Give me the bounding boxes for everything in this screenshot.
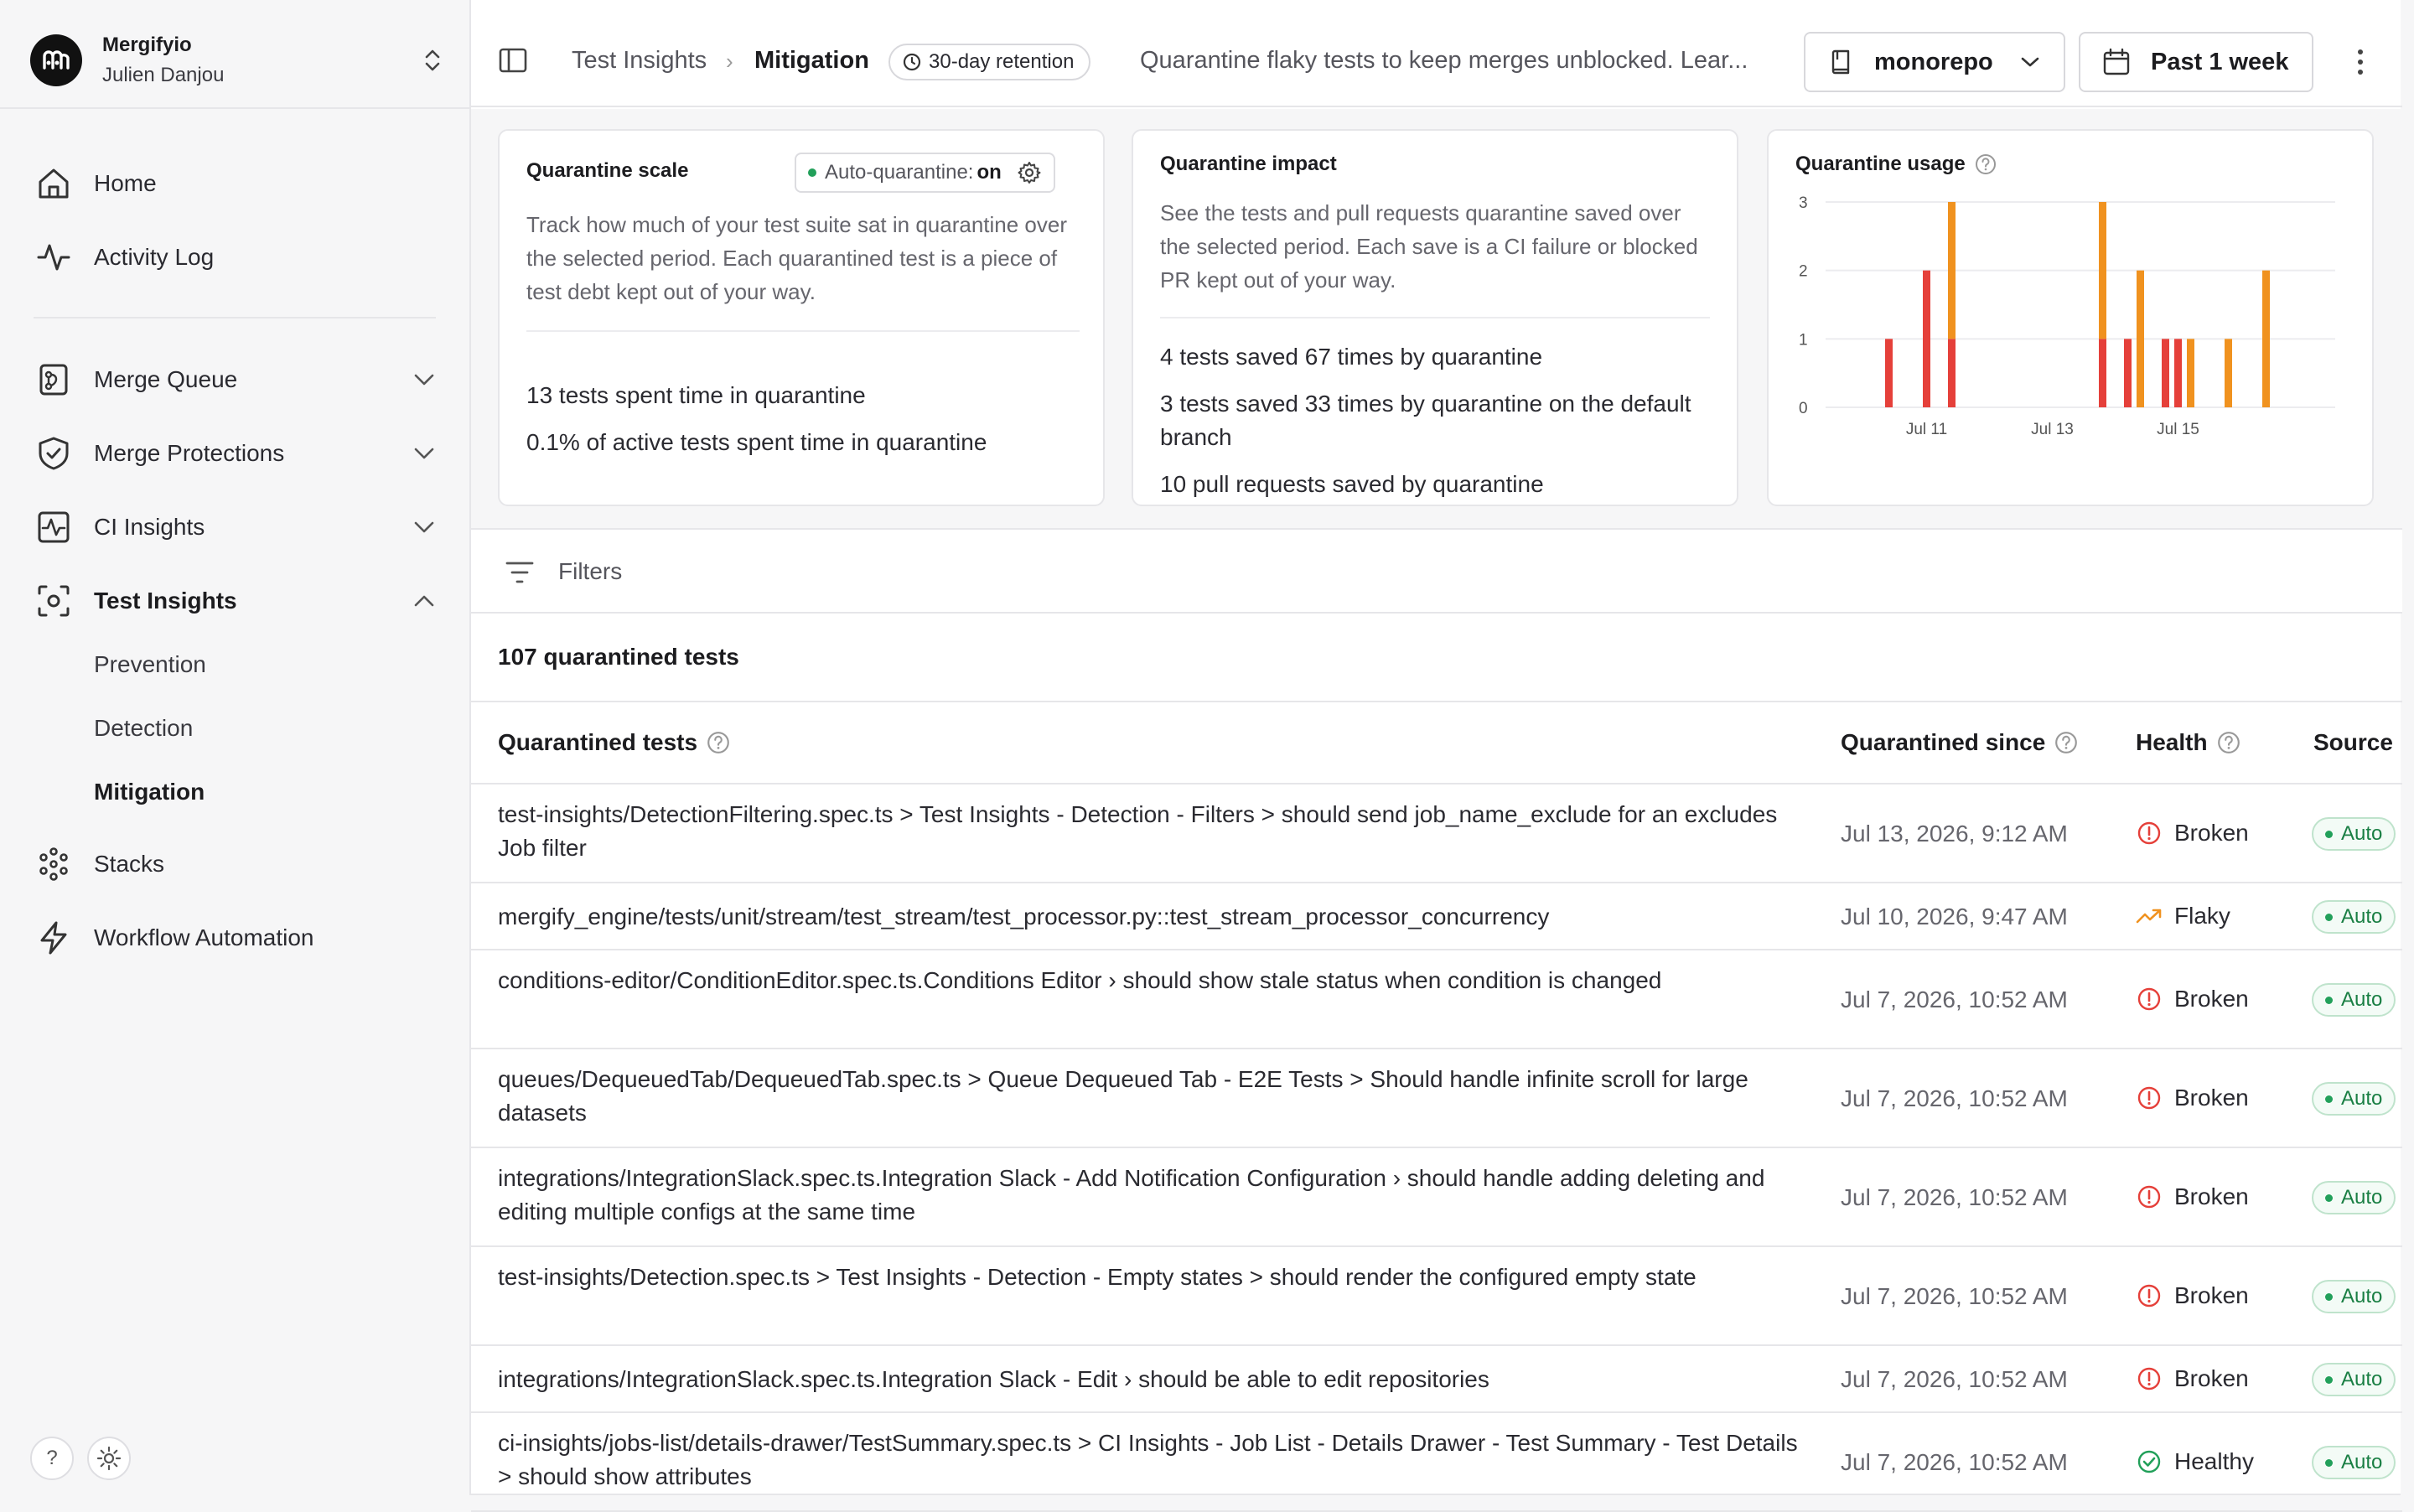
table-header (471, 702, 2402, 784)
quarantined-since: Jul 7, 2026, 10:52 AM (1841, 1085, 2068, 1111)
status-dot (2325, 914, 2333, 921)
source-badge (2312, 1363, 2396, 1396)
card-title: Quarantine scale (526, 159, 689, 182)
ci-insights-icon (34, 507, 74, 547)
quarantined-since: Jul 7, 2026, 10:52 AM (1841, 1283, 2068, 1309)
status-dot (2325, 831, 2333, 838)
alert-circle-icon (2136, 1183, 2163, 1210)
breadcrumb-separator-icon: › (726, 49, 733, 74)
source-label: Auto (2341, 988, 2383, 1011)
source-badge (2312, 1280, 2396, 1313)
auto-quarantine-badge[interactable] (795, 153, 1055, 193)
health-status (2136, 1282, 2249, 1309)
main-panel (469, 0, 2401, 1495)
column-header-source[interactable] (2313, 729, 2393, 756)
test-name[interactable]: test-insights/DetectionFiltering.spec.ts > Test Insights - Detection - Filters > should send job_name_exclude for an excludes Job filter (498, 801, 1778, 861)
health-status (2136, 1365, 2249, 1392)
auto-quarantine-label: Auto-quarantine: (825, 161, 974, 184)
column-header-tests[interactable] (498, 729, 731, 756)
table-row[interactable] (471, 1049, 2402, 1148)
health-label: Broken (2174, 820, 2249, 846)
health-label: Broken (2174, 1183, 2249, 1209)
alert-circle-icon (2136, 986, 2163, 1012)
org-name: Mergifyio (102, 34, 192, 56)
help-circle-icon[interactable] (2216, 730, 2241, 755)
alert-circle-icon (2136, 1365, 2163, 1392)
test-name[interactable]: integrations/IntegrationSlack.spec.ts.Integration Slack - Add Notification Configuration › should handle adding deleting and editing multiple configs at the same time (498, 1165, 1765, 1225)
chevron-down-icon (2020, 56, 2040, 68)
quarantine-impact-card (1132, 129, 1738, 506)
repository-value: monorepo (1874, 48, 1993, 75)
quarantine-usage-chart (1769, 181, 2372, 508)
card-divider (1160, 317, 1710, 318)
stat-prs-saved: 10 pull requests saved by quarantine (1160, 471, 1544, 497)
sidebar-item-label: Merge Protections (94, 440, 285, 466)
chart-x-tick-label: Jul 13 (2031, 421, 2074, 438)
sidebar-subitem-prevention[interactable]: Prevention (94, 651, 206, 677)
chart-y-tick-label: 0 (1799, 400, 1808, 417)
clock-icon (902, 52, 922, 72)
sidebar-item-label: Workflow Automation (94, 924, 314, 950)
repository-select[interactable] (1804, 32, 2065, 92)
chart-bar-flaky (2262, 271, 2270, 407)
test-insights-icon (34, 581, 74, 621)
chevron-up-icon[interactable] (409, 586, 439, 616)
source-label: Auto (2341, 1285, 2383, 1307)
chart-bar-broken (1885, 339, 1893, 407)
sidebar-toggle-icon[interactable] (498, 45, 528, 75)
test-name[interactable]: test-insights/Detection.spec.ts > Test Insights - Detection - Empty states > should render the configured empty state (498, 1264, 1697, 1290)
sidebar-item-merge-queue[interactable] (34, 355, 439, 405)
chart-bar-broken (1948, 339, 1956, 407)
source-label: Auto (2341, 1087, 2383, 1110)
quarantined-since: Jul 13, 2026, 9:12 AM (1841, 821, 2068, 847)
chart-x-tick-label: Jul 11 (1905, 421, 1948, 438)
date-range-value: Past 1 week (2151, 48, 2289, 75)
quarantined-since: Jul 7, 2026, 10:52 AM (1841, 1184, 2068, 1210)
retention-badge (888, 44, 1090, 80)
test-name[interactable]: mergify_engine/tests/unit/stream/test_stream/test_processor.py::test_stream_processor_concurrency (498, 904, 1550, 929)
health-label: Broken (2174, 1282, 2249, 1308)
sidebar-item-label: Merge Queue (94, 366, 238, 392)
source-badge (2312, 1181, 2396, 1214)
chevron-down-icon[interactable] (409, 365, 439, 395)
quarantine-usage-card (1767, 129, 2374, 506)
source-badge (2312, 817, 2396, 851)
help-circle-icon[interactable] (706, 730, 731, 755)
column-header-health[interactable] (2136, 729, 2241, 756)
quarantined-since: Jul 7, 2026, 10:52 AM (1841, 1449, 2068, 1475)
health-status (2136, 986, 2249, 1012)
help-icon: ? (46, 1447, 58, 1469)
chart-bar-broken (1923, 271, 1930, 407)
gear-icon[interactable] (1017, 160, 1042, 185)
chart-bar-broken (2124, 339, 2132, 407)
chart-bar-broken (2162, 339, 2169, 407)
sidebar-item-ci-insights[interactable] (34, 502, 439, 552)
source-badge (2312, 1082, 2396, 1116)
quarantined-since: Jul 7, 2026, 10:52 AM (1841, 1366, 2068, 1392)
activity-icon (34, 237, 74, 277)
org-user: Julien Danjou (102, 64, 225, 86)
alert-circle-icon (2136, 1085, 2163, 1111)
sidebar (0, 0, 469, 1509)
sidebar-item-home[interactable] (34, 158, 439, 209)
filters-label: Filters (558, 558, 623, 584)
filters-bar[interactable] (471, 528, 2402, 614)
health-status (2136, 1183, 2249, 1210)
quarantined-count: 107 quarantined tests (498, 644, 739, 670)
results-count-row (471, 614, 2402, 702)
status-dot (2325, 1459, 2333, 1467)
sidebar-item-merge-protections[interactable] (34, 428, 439, 479)
status-dot (808, 168, 816, 177)
chart-bar-flaky (1948, 202, 1956, 339)
table-row[interactable] (471, 1148, 2402, 1247)
table-row[interactable] (471, 1346, 2402, 1413)
top-bar (471, 0, 2402, 107)
retention-label: 30-day retention (929, 50, 1075, 73)
card-divider (526, 330, 1080, 332)
health-label: Healthy (2174, 1448, 2254, 1474)
health-status (2136, 820, 2249, 847)
chart-bar-flaky (2137, 271, 2144, 407)
sidebar-subitem-detection[interactable]: Detection (94, 715, 194, 741)
health-status (2136, 1448, 2254, 1475)
chart-y-tick-label: 3 (1799, 194, 1808, 212)
sidebar-item-label: Stacks (94, 851, 165, 877)
repository-icon (1829, 49, 1852, 75)
merge-queue-icon (34, 360, 74, 400)
column-header-label: Quarantined since (1841, 729, 2046, 755)
quarantine-scale-card (498, 129, 1105, 506)
source-label: Auto (2341, 822, 2383, 845)
lightning-icon (34, 918, 74, 958)
sidebar-item-label: Home (94, 170, 157, 196)
sidebar-divider (34, 317, 436, 318)
source-badge (2312, 983, 2396, 1017)
chart-y-tick-label: 1 (1799, 331, 1808, 350)
card-title-wrap (1795, 153, 1997, 176)
card-title: Quarantine usage (1795, 153, 1966, 175)
sidebar-item-label: Test Insights (94, 588, 237, 614)
chevron-down-icon[interactable] (409, 512, 439, 542)
quarantined-since: Jul 10, 2026, 9:47 AM (1841, 904, 2068, 929)
filter-icon (505, 558, 535, 587)
help-button[interactable] (30, 1437, 74, 1480)
sidebar-subitem-mitigation[interactable]: Mitigation (94, 779, 205, 805)
status-dot (2325, 1194, 2333, 1202)
more-options-icon[interactable] (2345, 44, 2375, 80)
source-label: Auto (2341, 1451, 2383, 1473)
table-row[interactable] (471, 784, 2402, 883)
alert-circle-icon (2136, 1282, 2163, 1309)
page-tagline[interactable]: Quarantine flaky tests to keep merges unblocked. Lear... (1140, 47, 1748, 74)
status-dot (2325, 1095, 2333, 1103)
source-label: Auto (2341, 905, 2383, 928)
stacks-icon (34, 844, 74, 884)
org-switcher[interactable] (30, 28, 449, 92)
help-circle-icon[interactable] (1974, 153, 1997, 176)
sidebar-item-label: CI Insights (94, 514, 205, 540)
help-circle-icon[interactable] (2054, 730, 2079, 755)
date-range-select[interactable] (2079, 32, 2313, 92)
breadcrumb-current: Mitigation (754, 47, 869, 74)
chart-x-tick-label: Jul 15 (2157, 421, 2199, 438)
trending-up-icon (2136, 903, 2163, 929)
test-name[interactable]: conditions-editor/ConditionEditor.spec.ts.Conditions Editor › should show stale status when condition is changed (498, 967, 1662, 993)
sidebar-item-workflow-automation[interactable] (34, 913, 439, 963)
test-name[interactable]: queues/DequeuedTab/DequeuedTab.spec.ts > Queue Dequeued Tab - E2E Tests > Should handle infinite scroll for large datasets (498, 1066, 1748, 1126)
check-circle-icon (2136, 1448, 2163, 1475)
status-dot (2325, 1293, 2333, 1301)
source-label: Auto (2341, 1368, 2383, 1390)
sun-icon (96, 1446, 122, 1471)
column-header-since[interactable] (1841, 729, 2079, 756)
shield-check-icon (34, 433, 74, 474)
cards-area (471, 109, 2402, 528)
health-label: Broken (2174, 986, 2249, 1012)
chart-bar-broken (2099, 339, 2106, 407)
chart-bar-flaky (2187, 339, 2194, 407)
table-row[interactable] (471, 950, 2402, 1049)
test-name[interactable]: integrations/IntegrationSlack.spec.ts.Integration Slack - Edit › should be able to edit repositories (498, 1366, 1489, 1392)
sidebar-divider (0, 107, 469, 109)
stat-tests-in-quarantine: 13 tests spent time in quarantine (526, 382, 866, 408)
health-status (2136, 1085, 2249, 1111)
status-dot (2325, 997, 2333, 1004)
mergify-logo (30, 34, 82, 86)
card-description: See the tests and pull requests quarantine saved over the selected period. Each save is a CI failure or blocked PR kept out of your way. (1160, 200, 1698, 293)
card-description: Track how much of your test suite sat in quarantine over the selected period. Each quarantined test is a piece of test debt kept out of your way. (526, 212, 1068, 304)
column-header-label: Source (2313, 729, 2393, 755)
health-label: Broken (2174, 1085, 2249, 1111)
sidebar-item-stacks[interactable] (34, 839, 439, 889)
calendar-icon (2102, 48, 2131, 76)
chart-bar-broken (2174, 339, 2182, 407)
column-header-label: Quarantined tests (498, 729, 698, 755)
status-dot (2325, 1376, 2333, 1384)
quarantined-since: Jul 7, 2026, 10:52 AM (1841, 986, 2068, 1012)
chevron-down-icon[interactable] (409, 438, 439, 469)
stat-tests-saved: 4 tests saved 67 times by quarantine (1160, 344, 1543, 370)
card-title: Quarantine impact (1160, 153, 1337, 175)
theme-toggle-button[interactable] (87, 1437, 131, 1480)
chart-y-tick-label: 2 (1799, 262, 1808, 281)
sidebar-item-activity-log[interactable] (34, 232, 439, 282)
source-badge (2312, 900, 2396, 934)
table-row[interactable] (471, 1247, 2402, 1346)
chart-bar-flaky (2225, 339, 2232, 407)
table-row[interactable] (471, 1413, 2402, 1512)
alert-circle-icon (2136, 820, 2163, 847)
stat-tests-saved-default-branch: 3 tests saved 33 times by quarantine on the default branch (1160, 391, 1691, 450)
chevron-up-down-icon[interactable] (416, 44, 449, 77)
test-name[interactable]: ci-insights/jobs-list/details-drawer/TestSummary.spec.ts > CI Insights - Job List - Details Drawer - Test Summary - Test Details > should show attributes (498, 1430, 1798, 1489)
health-label: Flaky (2174, 903, 2230, 929)
stat-active-tests-percent: 0.1% of active tests spent time in quarantine (526, 429, 987, 455)
sidebar-item-test-insights[interactable] (34, 576, 439, 626)
health-label: Broken (2174, 1365, 2249, 1391)
table-row[interactable] (471, 883, 2402, 950)
org-text (102, 34, 416, 87)
auto-quarantine-value: on (976, 161, 1002, 184)
sidebar-item-label: Activity Log (94, 244, 215, 270)
source-badge (2312, 1446, 2396, 1479)
column-header-label: Health (2136, 729, 2208, 755)
health-status (2136, 903, 2230, 929)
source-label: Auto (2341, 1186, 2383, 1209)
home-icon (34, 163, 74, 204)
breadcrumb-test-insights[interactable]: Test Insights (572, 47, 707, 74)
chart-bar-flaky (2099, 202, 2106, 339)
